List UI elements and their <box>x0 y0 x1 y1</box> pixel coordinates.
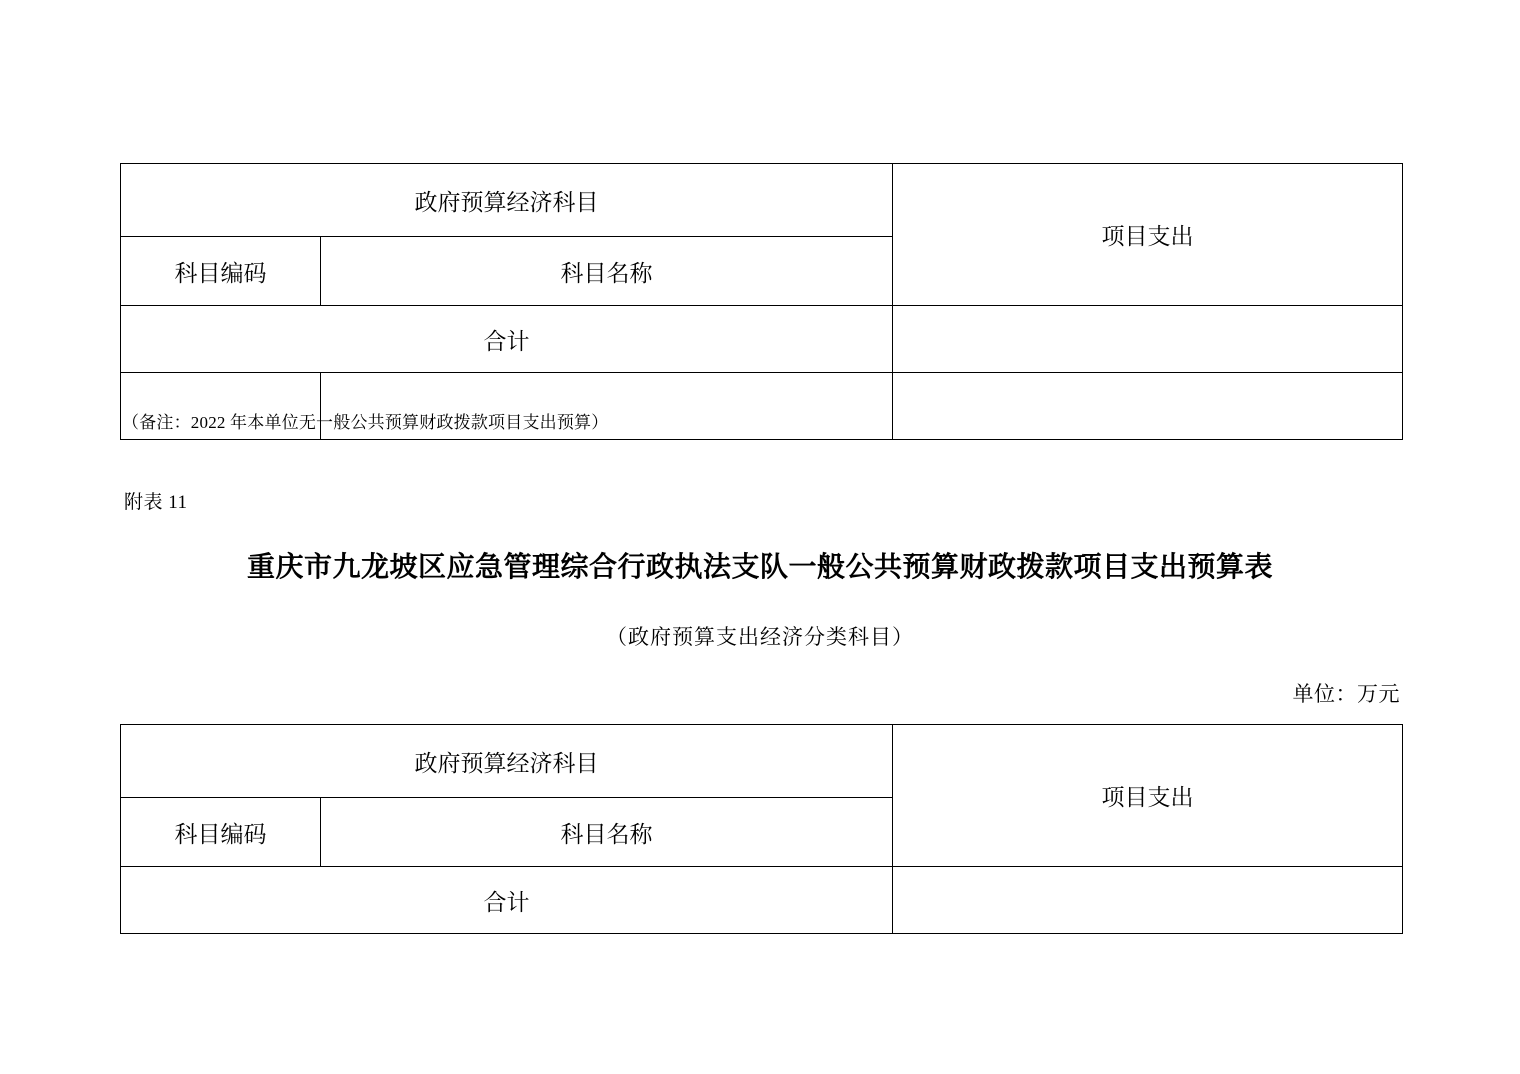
table-row <box>121 306 1403 373</box>
table-note: （备注：2022 年本单位无一般公共预算财政拨款项目支出预算） <box>122 413 609 432</box>
table-row <box>121 164 1403 237</box>
header-subject-name: 科目名称 <box>321 237 893 306</box>
header-economic-subject: 政府预算经济科目 <box>121 164 893 237</box>
header-project-expenditure: 项目支出 <box>893 725 1403 867</box>
total-label: 合计 <box>121 867 893 934</box>
total-label: 合计 <box>121 306 893 373</box>
budget-table-top <box>120 163 1403 440</box>
table-row <box>121 867 1403 934</box>
header-economic-subject: 政府预算经济科目 <box>121 725 893 798</box>
page-title: 重庆市九龙坡区应急管理综合行政执法支队一般公共预算财政拨款项目支出预算表 <box>246 552 1273 583</box>
header-subject-name: 科目名称 <box>321 798 893 867</box>
budget-table-top-wrapper <box>120 163 1403 440</box>
total-value <box>893 306 1403 373</box>
attachment-label: 附表 11 <box>124 492 188 513</box>
header-project-expenditure: 项目支出 <box>893 164 1403 306</box>
budget-table-bottom <box>120 724 1403 934</box>
header-subject-code: 科目编码 <box>121 237 321 306</box>
blank-value-cell <box>893 373 1403 440</box>
table-row <box>121 725 1403 798</box>
total-value <box>893 867 1403 934</box>
header-subject-code: 科目编码 <box>121 798 321 867</box>
page-subtitle: （政府预算支出经济分类科目） <box>606 625 914 649</box>
unit-label: 单位：万元 <box>1292 682 1400 706</box>
budget-table-bottom-wrapper <box>120 724 1403 934</box>
